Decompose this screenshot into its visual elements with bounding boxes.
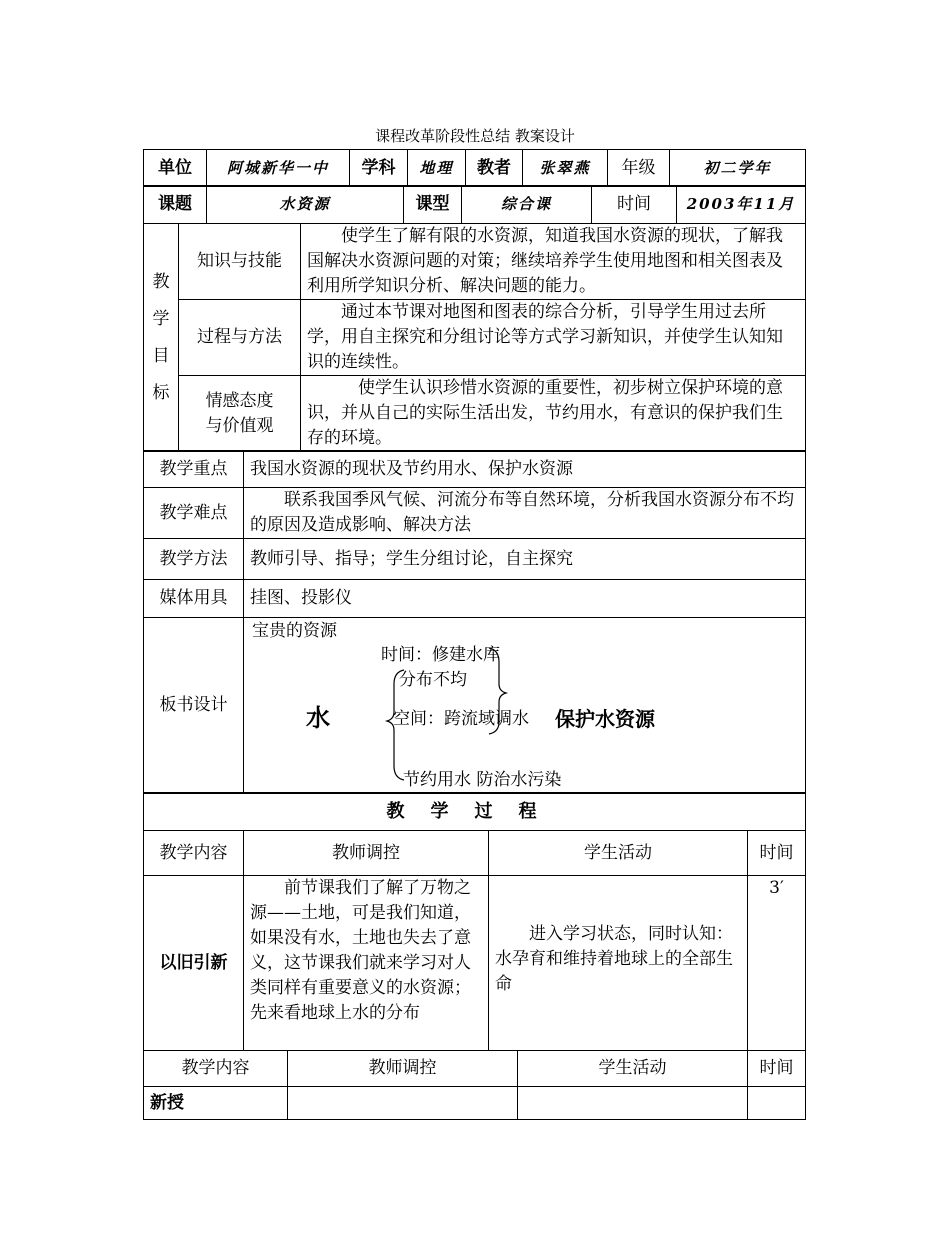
type-value: 综合课: [462, 186, 592, 224]
right-brace-icon: [489, 648, 506, 734]
topic-label: 课题: [144, 186, 207, 224]
goal-process-text: 通过本节课对地图和图表的综合分析，引导学生用过去所学，用自主探究和分组讨论等方式学习新知识，并使学生认知知识的连续性。: [301, 300, 806, 376]
difficulties-label: 教学难点: [144, 488, 244, 539]
grade-label: 年级: [608, 150, 670, 187]
goals-char-4: 标: [152, 382, 170, 403]
time-value: 2003年11月: [677, 186, 806, 224]
goal-knowledge-label: 知识与技能: [179, 224, 301, 300]
goals-char-3: 目: [152, 345, 170, 366]
topic-table: [143, 185, 806, 224]
board-time-line: 时间：修建水库: [381, 645, 500, 665]
col-time-header: 时间: [748, 831, 806, 876]
document-title: 课程改革阶段性总结 教案设计: [375, 127, 575, 145]
col-teacher-header-2: 教师调控: [288, 1051, 518, 1087]
unit-value: 阿城新华一中: [207, 150, 350, 187]
process-table: [143, 792, 806, 1051]
board-line1: 宝贵的资源: [252, 621, 337, 641]
goals-char-1: 教: [152, 271, 170, 292]
media-label: 媒体用具: [144, 580, 244, 618]
header-table: [143, 149, 806, 187]
media-text: 挂图、投影仪: [244, 580, 806, 618]
row1-teacher: 前节课我们了解了万物之源——土地，可是我们知道，如果没有水，土地也失去了意义，这节课我们就来学习对人类同样有重要意义的水资源；先来看地球上水的分布: [244, 876, 489, 1051]
goals-vertical-label: [144, 224, 179, 452]
process-table-continued: [143, 1050, 806, 1120]
teacher-value: 张翠燕: [523, 150, 608, 187]
methods-text: 教师引导、指导；学生分组讨论，自主探究: [244, 539, 806, 580]
teacher-label: 教者: [466, 150, 523, 187]
row2-student: [518, 1087, 748, 1120]
goal-attitude-label: [179, 376, 301, 452]
goals-table: [143, 223, 806, 452]
topic-value: 水资源: [207, 186, 404, 224]
col-student-header-2: 学生活动: [518, 1051, 748, 1087]
goal-attitude-label-line2: 与价值观: [205, 415, 274, 436]
type-label: 课型: [404, 186, 462, 224]
row2-time: [748, 1087, 806, 1120]
row1-time: 3′: [748, 876, 806, 1051]
goal-knowledge-text: 使学生了解有限的水资源，知道我国水资源的现状，了解我国解决水资源问题的对策；继续培养学生使用地图和相关图表及利用所学知识分析、解决问题的能力。: [301, 224, 806, 300]
col-content-header: 教学内容: [144, 831, 244, 876]
col-content-header-2: 教学内容: [144, 1051, 288, 1087]
difficulties-text: 联系我国季风气候、河流分布等自然环境，分析我国水资源分布不均的原因及造成影响、解决方法: [244, 488, 806, 539]
col-time-header-2: 时间: [748, 1051, 806, 1087]
goals-char-2: 学: [152, 308, 170, 329]
time-label: 时间: [592, 186, 677, 224]
key-points-label: 教学重点: [144, 451, 244, 488]
left-brace-icon: [387, 670, 404, 780]
board-protect: 保护水资源: [555, 707, 655, 731]
row1-student: 进入学习状态，同时认知：水孕育和维持着地球上的全部生命: [489, 876, 748, 1051]
brace-icons: [244, 618, 804, 793]
goal-attitude-text: 使学生认识珍惜水资源的重要性，初步树立保护环境的意识，并从自己的实际生活出发，节约用水，有意识的保护我们生存的环境。: [301, 376, 806, 452]
subject-value: 地理: [408, 150, 466, 187]
board-label: 板书设计: [144, 618, 244, 794]
process-title: 教学过程: [144, 793, 806, 831]
row2-teacher: [288, 1087, 518, 1120]
row1-content: 以旧引新: [144, 876, 244, 1051]
goal-attitude-label-line1: 情感态度: [205, 390, 274, 411]
goal-process-label: 过程与方法: [179, 300, 301, 376]
board-uneven: 分布不均: [399, 670, 467, 690]
col-student-header: 学生活动: [489, 831, 748, 876]
grade-value: 初二学年: [670, 150, 806, 187]
board-water: 水: [306, 703, 330, 732]
subject-label: 学科: [350, 150, 408, 187]
unit-label: 单位: [144, 150, 207, 187]
key-points-text: 我国水资源的现状及节约用水、保护水资源: [244, 451, 806, 488]
board-space-line: 空间：跨流域调水: [393, 709, 529, 729]
row2-content: 新授: [144, 1087, 288, 1120]
info-table: [143, 450, 806, 794]
board-save: 节约用水 防治水污染: [403, 770, 562, 790]
board-design: [244, 618, 806, 794]
methods-label: 教学方法: [144, 539, 244, 580]
col-teacher-header: 教师调控: [244, 831, 489, 876]
